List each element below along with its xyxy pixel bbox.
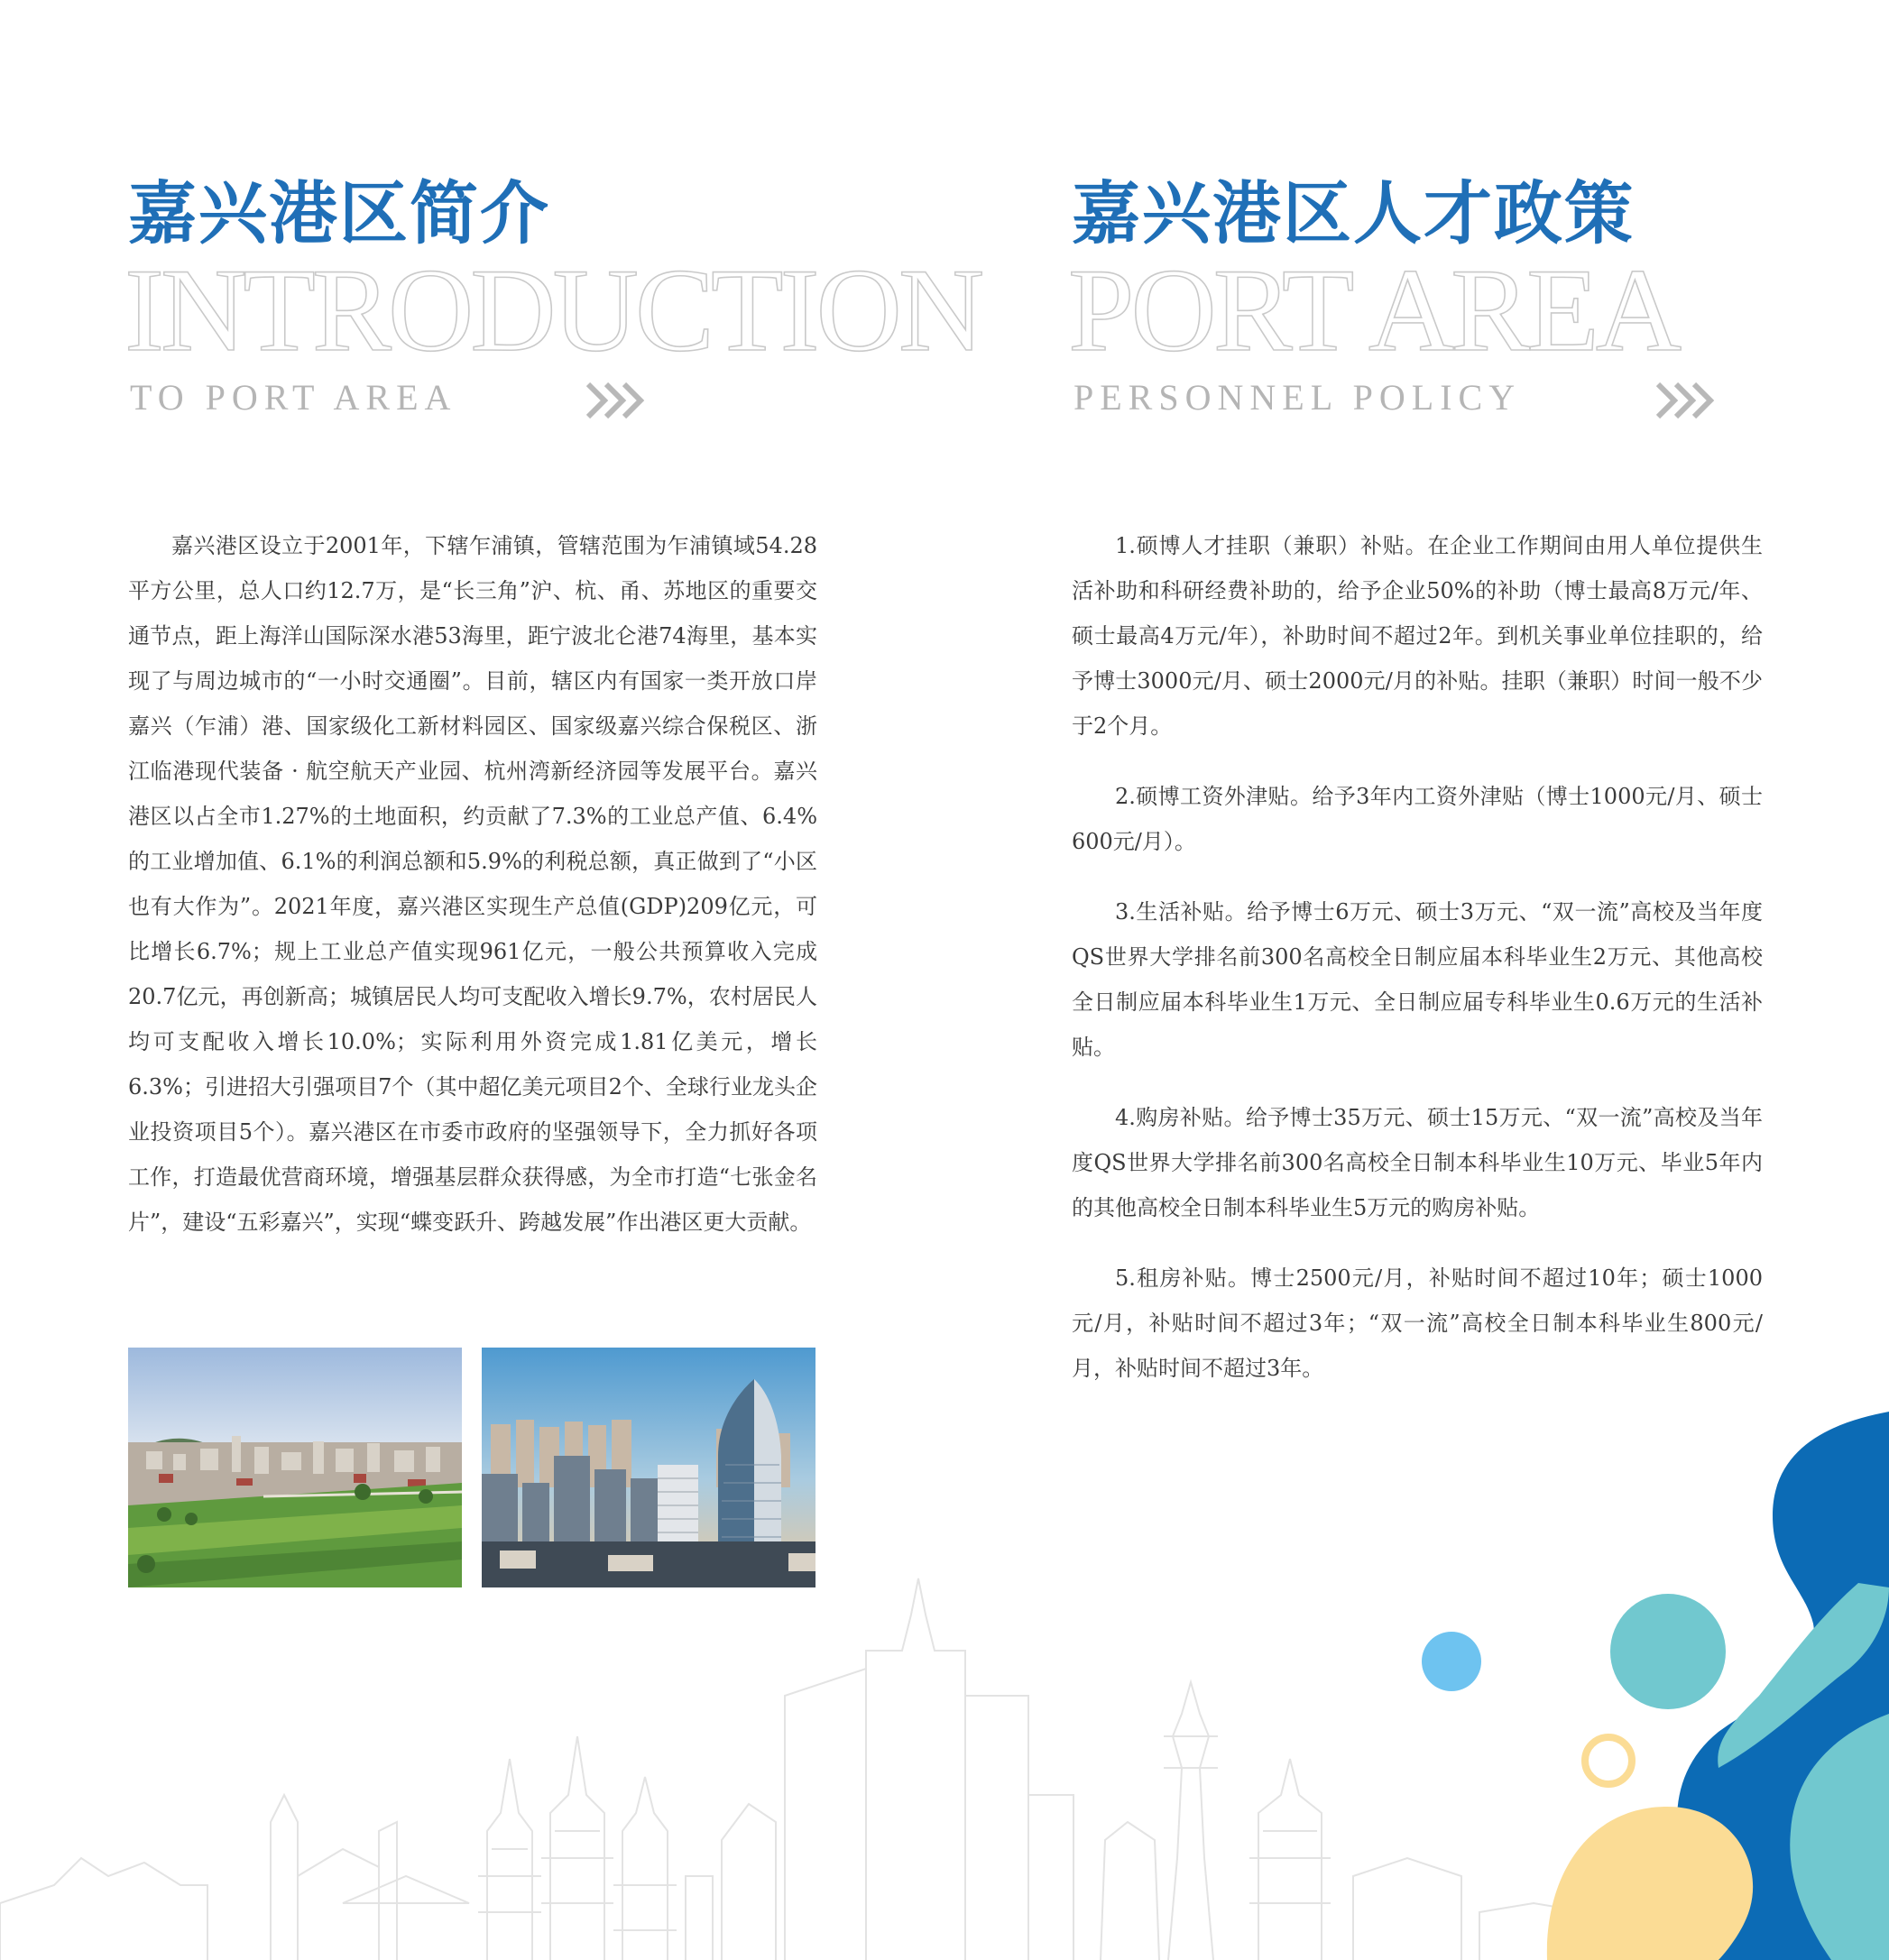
intro-body <box>128 523 817 1245</box>
triple-chevron-right-icon <box>585 379 650 422</box>
intro-title-en: INTRODUCTION <box>124 244 981 376</box>
deco-blue-blob <box>1677 1412 1889 1960</box>
deco-yellow-ring <box>1585 1737 1632 1784</box>
photo-city-skyline <box>482 1348 815 1587</box>
photo-aerial-town <box>128 1348 462 1587</box>
policy-item: 3.生活补贴。给予博士6万元、硕士3万元、“双一流”高校及当年度QS世界大学排名前300名高校全日制应届本科毕业生2万元、其他高校全日制应届本科毕业生1万元、全日制应届专科毕业生0.6万元的生活补贴。 <box>1072 899 1763 1060</box>
deco-teal-circle <box>1610 1594 1726 1709</box>
policy-subtitle: PERSONNEL POLICY <box>1074 377 1522 418</box>
policy-list <box>1072 523 1763 1416</box>
deco-yellow-blob <box>1547 1807 1753 1960</box>
triple-chevron-right-icon <box>1654 379 1719 422</box>
policy-title-en: PORT AREA <box>1068 244 1679 376</box>
intro-paragraph: 嘉兴港区设立于2001年，下辖乍浦镇，管辖范围为乍浦镇域54.28平方公里，总人口约12.7万，是“长三角”沪、杭、甬、苏地区的重要交通节点，距上海洋山国际深水港53海里，距宁波北仑港74海里，基本实现了与周边城市的“一小时交通圈”。目前，辖区内有国家一类开放口岸嘉兴（乍浦）港、国家级化工新材料园区、国家级嘉兴综合保税区、浙江临港现代装备 · 航空航天产业园、杭州湾新经济园等发展平台。嘉兴港区以占全市1.27%的土地面积，约贡献了7.3%的工业总产值、6.4%的工业增加值、6.1%的利润总额和5.9%的利税总额，真正做到了“小区也有大作为”。2021年度，嘉兴港区实现生产总值(GDP)209亿元，可比增长6.7%；规上工业总产值实现961亿元，一般公共预算收入完成20.7亿元，再创新高；城镇居民人均可支配收入增长9.7%，农村居民人均可支配收入增长10.0%；实际利用外资完成1.81亿美元，增长6.3%；引进招大引强项目7个（其中超亿美元项目2个、全球行业龙头企业投资项目5个）。嘉兴港区在市委市政府的坚强领导下，全力抓好各项工作，打造最优营商环境，增强基层群众获得感，为全市打造“七张金名片”，建设“五彩嘉兴”，实现“蝶变跃升、跨越发展”作出港区更大贡献。 <box>128 533 817 1235</box>
policy-item: 1.硕博人才挂职（兼职）补贴。在企业工作期间由用人单位提供生活补助和科研经费补助的，给予企业50%的补助（博士最高8万元/年、硕士最高4万元/年），补助时间不超过2年。到机关事业单位挂职的，给予博士3000元/月、硕士2000元/月的补贴。挂职（兼职）时间一般不少于2个月。 <box>1072 533 1763 739</box>
policy-title-cn: 嘉兴港区人才政策 <box>1072 173 1635 253</box>
intro-title-cn: 嘉兴港区简介 <box>128 173 550 253</box>
photo-strip <box>128 1348 817 1587</box>
deco-teal-blob-2 <box>1790 1714 1889 1960</box>
policy-item: 5.租房补贴。博士2500元/月，补贴时间不超过10年；硕士1000元/月，补贴时间不超过3年；“双一流”高校全日制本科毕业生800元/月，补贴时间不超过3年。 <box>1072 1265 1763 1381</box>
intro-subtitle: TO PORT AREA <box>130 377 457 418</box>
deco-light-blue-circle <box>1422 1632 1481 1691</box>
deco-teal-blob <box>1718 1583 1889 1768</box>
policy-item: 2.硕博工资外津贴。给予3年内工资外津贴（博士1000元/月、硕士600元/月）。 <box>1072 784 1763 854</box>
policy-item: 4.购房补贴。给予博士35万元、硕士15万元、“双一流”高校及当年度QS世界大学排名前300名高校全日制本科毕业生10万元、毕业5年内的其他高校全日制本科毕业生5万元的购房补贴。 <box>1072 1105 1763 1220</box>
